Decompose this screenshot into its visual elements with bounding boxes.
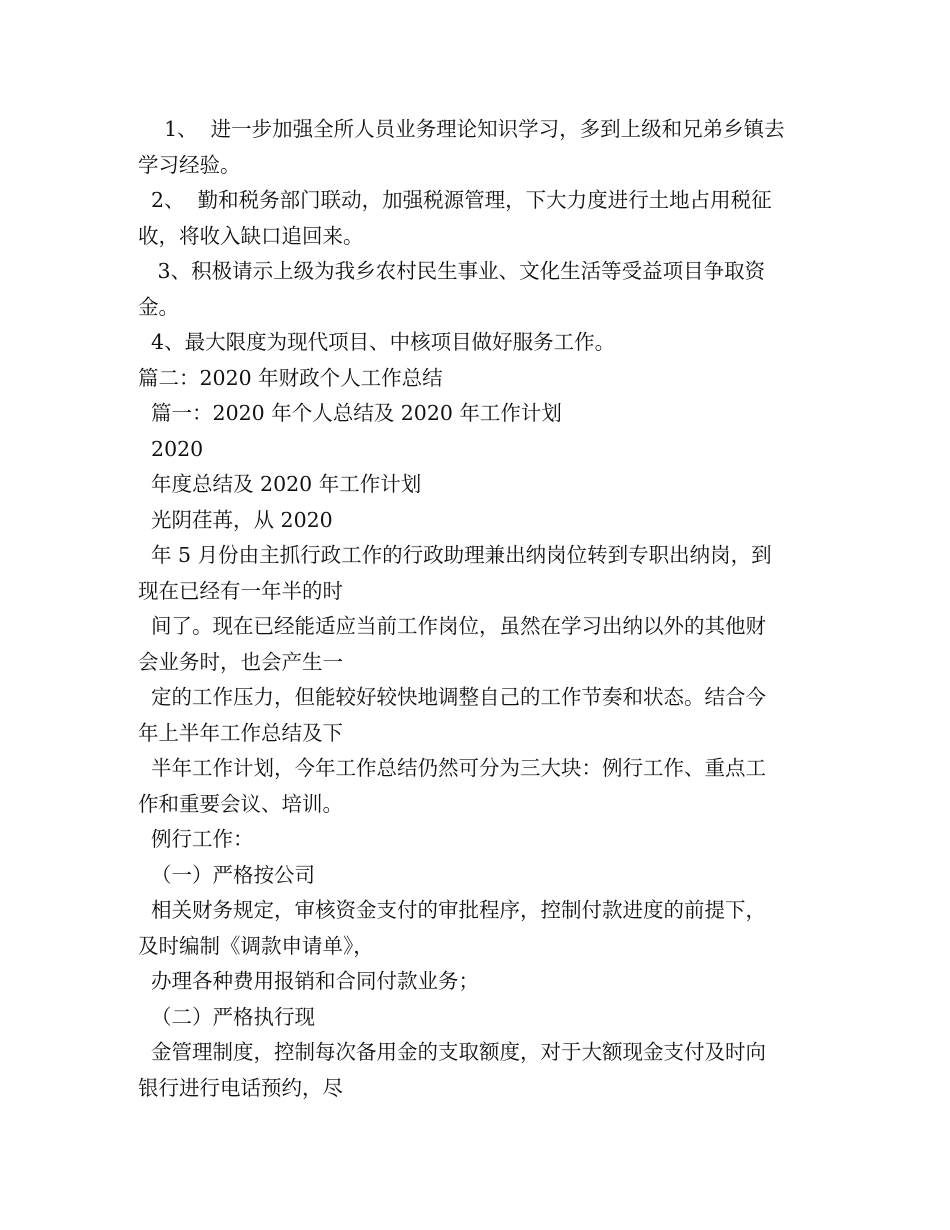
subsection-heading: 篇一：2020 年个人总结及 2020 年工作计划 [138,401,562,425]
text-line: 年度总结及 2020 年工作计划 [138,472,422,496]
text-line: 2020 [138,436,204,461]
text-line: 间了。现在已经能适应当前工作岗位，虽然在学习出纳以外的其他财 [138,614,767,638]
text-line: （一）严格按公司 [138,862,316,887]
text-line: 相关财务规定，审核资金支付的审批程序，控制付款进度的前提下， [138,898,767,922]
text-line: 光阴荏苒，从 2020 [138,507,333,532]
text-line: 作和重要会议、培训。 [138,791,343,816]
text-line: 3、积极请示上级为我乡农村民生事业、文化生活等受益项目争取资 [138,259,766,283]
document-body [138,112,813,1106]
text-line: 现在已经有一年半的时 [138,578,343,603]
text-line: 学习经验。 [138,152,241,177]
text-line: 4、最大限度为现代项目、中核项目做好服务工作。 [138,330,616,354]
text-line: 会业务时，也会产生一 [138,649,343,674]
text-line: 半年工作计划，今年工作总结仍然可分为三大块：例行工作、重点工 [138,756,767,780]
text-line: 收，将收入缺口追回来。 [138,223,364,248]
text-line: 及时编制《调款申请单》， [138,933,374,958]
text-line: 2、 勤和税务部门联动，加强税源管理，下大力度进行土地占用税征 [138,188,772,212]
text-line: 定的工作压力，但能较好较快地调整自己的工作节奏和状态。结合今 [138,685,767,709]
text-line: 银行进行电话预约，尽 [138,1075,343,1100]
text-line: 年 5 月份由主抓行政工作的行政助理兼出纳岗位转到专职出纳岗，到 [138,543,772,567]
text-line: 办理各种费用报销和合同付款业务； [138,969,480,993]
text-line: 1、 进一步加强全所人员业务理论知识学习，多到上级和兄弟乡镇去 [138,117,785,141]
section-heading: 篇二：2020 年财政个人工作总结 [138,365,443,390]
text-line: 金。 [138,294,179,319]
text-line: 例行工作： [138,827,254,851]
text-line: 金管理制度，控制每次备用金的支取额度，对于大额现金支付及时向 [138,1040,767,1064]
text-line: （二）严格执行现 [138,1004,316,1029]
text-line: 年上半年工作总结及下 [138,720,343,745]
